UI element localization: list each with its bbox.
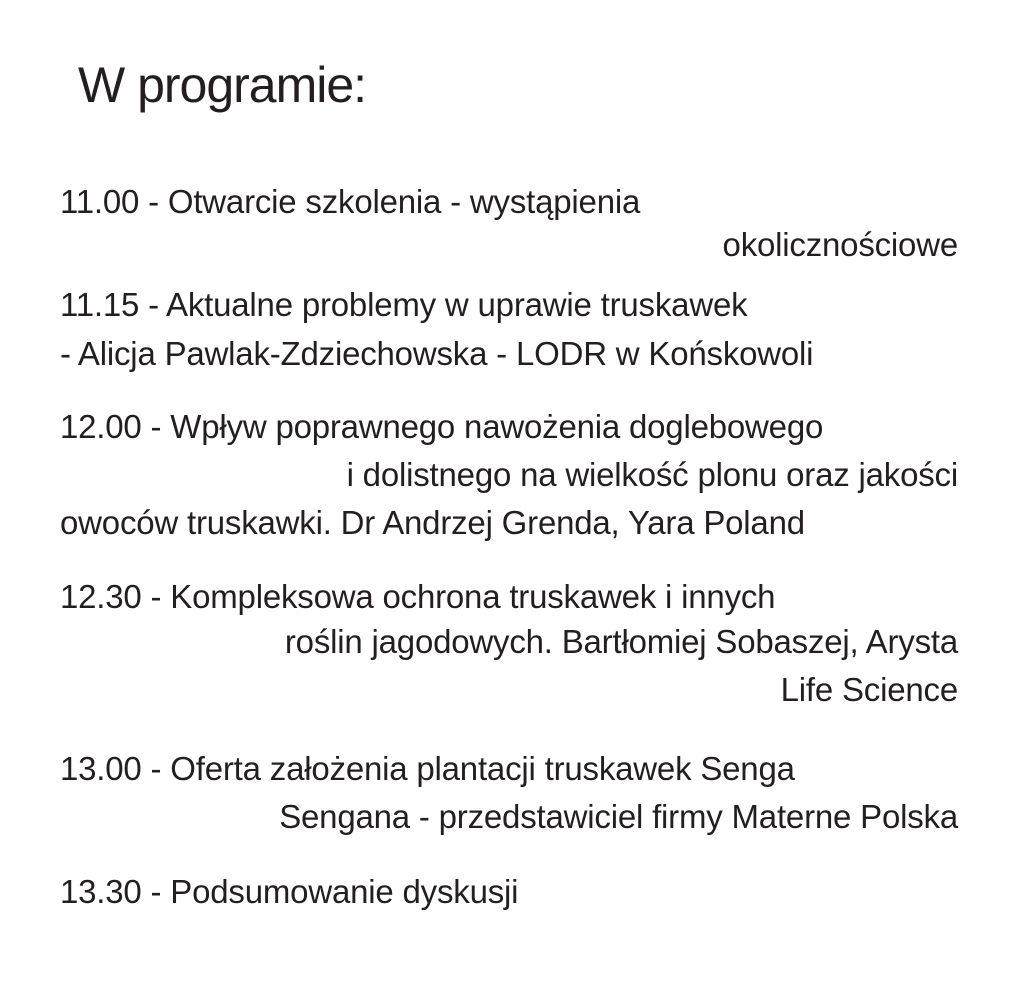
agenda-item-3-line-1: 12.00 - Wpływ poprawnego nawożenia doglebowego — [60, 408, 824, 445]
agenda-item-2-line-1: 11.15 - Aktualne problemy w uprawie truskawek — [60, 286, 748, 323]
agenda-item-2-line-2: - Alicja Pawlak-Zdziechowska - LODR w Końskowoli — [60, 335, 814, 372]
agenda-item-3-line-3: owoców truskawki. Dr Andrzej Grenda, Yara Poland — [60, 504, 805, 541]
agenda-item-1-line-2: okolicznościowe — [722, 226, 958, 263]
agenda-item-4-line-3: Life Science — [780, 671, 958, 708]
agenda-item-6-line-1: 13.30 - Podsumowanie dyskusji — [60, 873, 519, 910]
agenda-item-5-line-2: Sengana - przedstawiciel firmy Materne Polska — [279, 798, 958, 835]
agenda-item-5-line-1: 13.00 - Oferta założenia plantacji truskawek Senga — [60, 750, 795, 787]
agenda-item-1-line-1: 11.00 - Otwarcie szkolenia - wystąpienia — [60, 183, 641, 220]
agenda-item-4-line-2: roślin jagodowych. Bartłomiej Sobaszej, Arysta — [284, 623, 958, 660]
program-heading: W programie: — [78, 57, 367, 113]
agenda-item-4-line-1: 12.30 - Kompleksowa ochrona truskawek i innych — [60, 578, 776, 615]
agenda-item-3-line-2: i dolistnego na wielkość plonu oraz jakości — [346, 456, 958, 493]
